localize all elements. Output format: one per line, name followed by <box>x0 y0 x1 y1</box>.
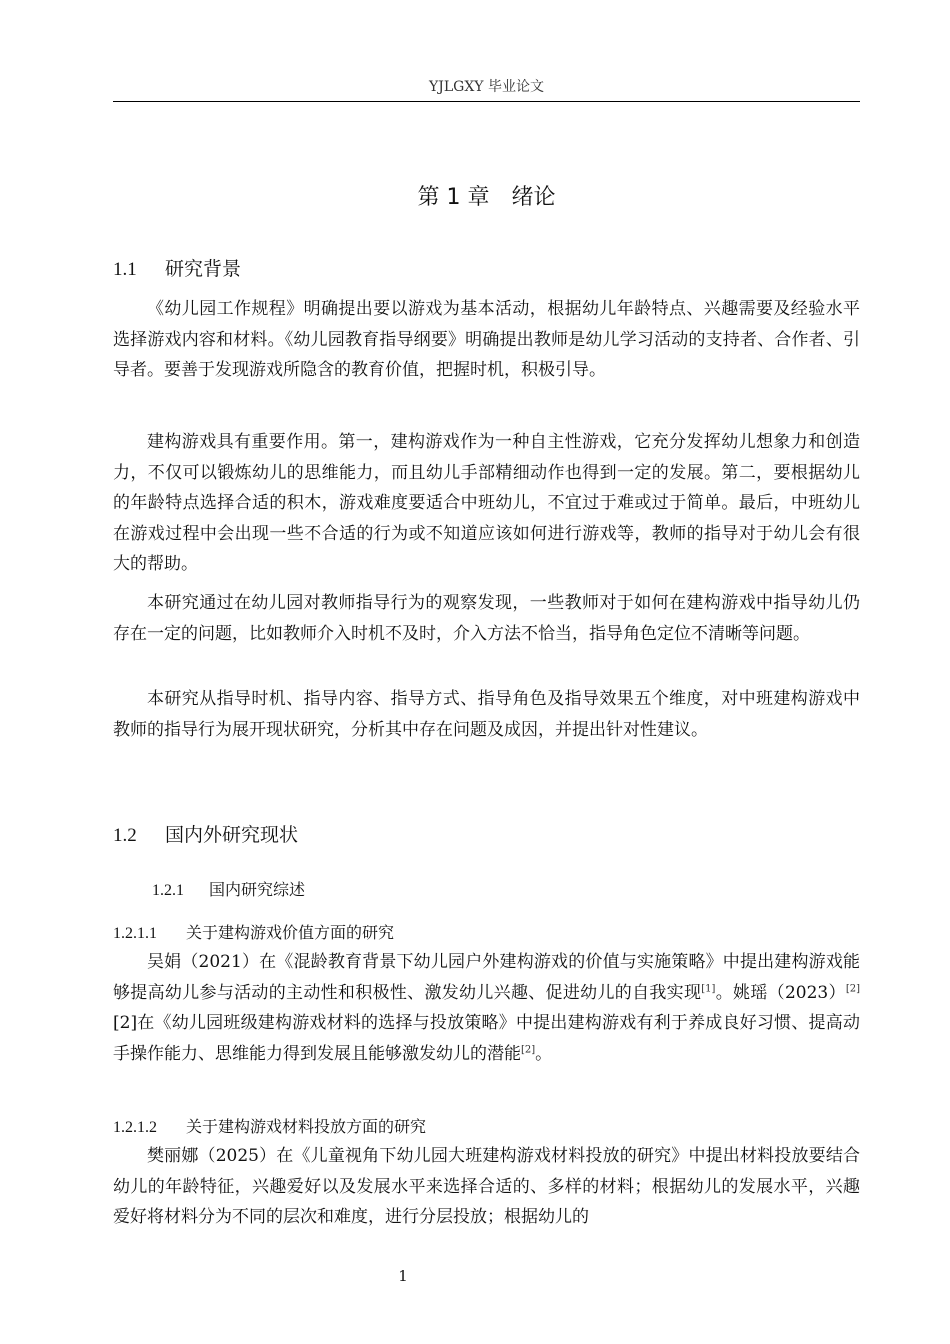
running-header: YJLGXY 毕业论文 <box>429 79 544 95</box>
paragraph: 建构游戏具有重要作用。第一，建构游戏作为一种自主性游戏，它充分发挥幼儿想象力和创造力，不仅可以锻炼幼儿的思维能力，而且幼儿手部精细动作也得到一定的发展。第二，要根据幼儿的年龄特点选择合适的积木，游戏难度要适合中班幼儿，不宜过于难或过于简单。最后，中班幼儿在游戏过程中会出现一些不合适的行为或不知道应该如何进行游戏等，教师的指导对于幼儿会有很大的帮助。 <box>113 432 860 575</box>
paragraph-text: 。姚瑶（2023） <box>715 982 846 1003</box>
page-number: 1 <box>398 1267 408 1285</box>
subsection-heading-1-2-1 <box>152 877 305 900</box>
paragraph: 本研究通过在幼儿园对教师指导行为的观察发现，一些教师对于如何在建构游戏中指导幼儿仍存在一定的问题，比如教师介入时机不及时，介入方法不恰当，指导角色定位不清晰等问题。 <box>113 593 860 644</box>
paragraph: 樊丽娜（2025）在《儿童视角下幼儿园大班建构游戏材料投放的研究》中提出材料投放要结合幼儿的年龄特征，兴趣爱好以及发展水平来选择合适的、多样的材料；根据幼儿的发展水平，兴趣爱好将材料分为不同的层次和难度，进行分层投放；根据幼儿的 <box>113 1146 860 1228</box>
paragraph <box>113 947 860 1069</box>
section-number: 1.1 <box>113 259 137 280</box>
header-rule <box>113 101 860 102</box>
subsubsection-title: 关于建构游戏价值方面的研究 <box>186 923 395 942</box>
citation-ref[interactable]: [1] <box>701 982 716 994</box>
citation-ref[interactable]: [2] <box>521 1044 536 1056</box>
paragraph-text: [2]在《幼儿园班级建构游戏材料的选择与投放策略》中提出建构游戏有利于养成良好习惯、提高动手操作能力、思维能力得到发展且能够激发幼儿的潜能 <box>113 1013 860 1064</box>
section-heading-1-1 <box>113 254 241 281</box>
subsubsection-heading-1-2-1-2 <box>113 1114 426 1137</box>
subsection-number: 1.2.1 <box>152 882 184 899</box>
paragraph: 《幼儿园工作规程》明确提出要以游戏为基本活动，根据幼儿年龄特点、兴趣需要及经验水平选择游戏内容和材料。《幼儿园教育指导纲要》明确提出教师是幼儿学习活动的支持者、合作者、引导者。要善于发现游戏所隐含的教育价值，把握时机，积极引导。 <box>113 299 860 381</box>
paragraph-text: 。 <box>535 1043 553 1064</box>
subsection-title: 国内研究综述 <box>209 880 306 899</box>
paragraph-text: 吴娟（2021）在《混龄教育背景下幼儿园户外建构游戏的价值与实施策略》中提出建构游戏能够提高幼儿参与活动的主动性和积极性、激发幼儿兴趣、促进幼儿的自我实现 <box>113 952 860 1003</box>
citation-ref[interactable]: [2] <box>845 982 861 994</box>
subsubsection-title: 关于建构游戏材料投放方面的研究 <box>186 1117 427 1136</box>
subsubsection-heading-1-2-1-1 <box>113 920 394 943</box>
section-heading-1-2 <box>113 820 298 847</box>
chapter-title: 第 1 章 绪论 <box>417 185 556 210</box>
section-title: 研究背景 <box>165 258 242 280</box>
section-number: 1.2 <box>113 825 137 846</box>
subsubsection-number: 1.2.1.1 <box>113 925 157 942</box>
section-title: 国内外研究现状 <box>165 824 299 846</box>
paragraph: 本研究从指导时机、指导内容、指导方式、指导角色及指导效果五个维度，对中班建构游戏中教师的指导行为展开现状研究，分析其中存在问题及成因，并提出针对性建议。 <box>113 689 860 740</box>
subsubsection-number: 1.2.1.2 <box>113 1119 157 1136</box>
